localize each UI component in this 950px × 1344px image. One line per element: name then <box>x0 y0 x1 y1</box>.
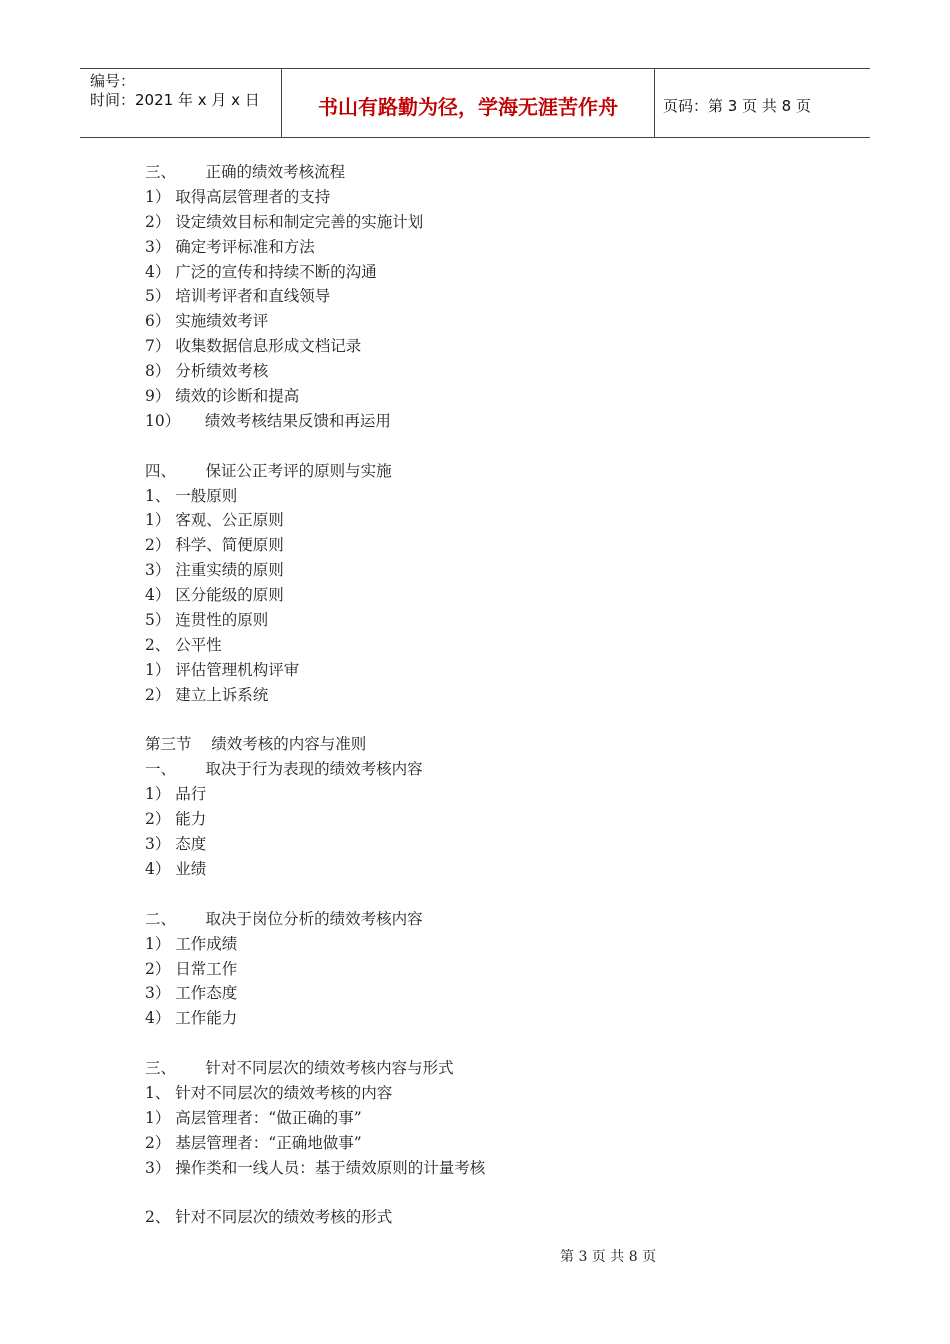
text-line: 3） 工作态度 <box>145 984 238 1003</box>
header-page-number: 页码：第 3 页 共 8 页 <box>663 96 811 115</box>
page-header <box>80 68 870 138</box>
text-line: 2、 公平性 <box>145 635 222 654</box>
document-date-label: 时间：2021 年 x 月 x 日 <box>90 91 260 109</box>
text-line: 1） 评估管理机构评审 <box>145 660 300 679</box>
text-line: 2） 能力 <box>145 810 207 829</box>
text-line: 10） 绩效考核结果反馈和再运用 <box>145 411 391 430</box>
text-line: 1） 品行 <box>145 785 207 804</box>
text-line: 二、 取决于岗位分析的绩效考核内容 <box>145 909 423 928</box>
text-line: 4） 业绩 <box>145 859 207 878</box>
blank-line <box>145 1031 845 1056</box>
text-line: 4） 工作能力 <box>145 1009 238 1028</box>
blank-line <box>145 708 845 733</box>
text-line: 6） 实施绩效考评 <box>145 312 269 331</box>
text-line: 1、 一般原则 <box>145 486 238 505</box>
text-line: 3） 态度 <box>145 835 207 854</box>
text-line: 8） 分析绩效考核 <box>145 362 269 381</box>
header-motto: 书山有路勤为径，学海无涯苦作舟 <box>282 69 655 137</box>
text-line: 1） 取得高层管理者的支持 <box>145 187 331 206</box>
blank-line <box>145 882 845 907</box>
text-line: 1） 客观、公正原则 <box>145 511 284 530</box>
text-line: 9） 绩效的诊断和提高 <box>145 387 300 406</box>
text-line: 三、 针对不同层次的绩效考核内容与形式 <box>145 1059 454 1078</box>
text-line: 7） 收集数据信息形成文档记录 <box>145 337 362 356</box>
text-line: 2、 针对不同层次的绩效考核的形式 <box>145 1208 393 1227</box>
text-line: 5） 培训考评者和直线领导 <box>145 287 331 306</box>
text-line: 第三节 绩效考核的内容与准则 <box>145 735 367 754</box>
text-line: 1、 针对不同层次的绩效考核的内容 <box>145 1083 393 1102</box>
text-line: 1） 工作成绩 <box>145 934 238 953</box>
blank-line <box>145 1181 845 1206</box>
text-line: 2） 科学、简便原则 <box>145 536 284 555</box>
text-line: 1） 高层管理者：“做正确的事” <box>145 1108 362 1127</box>
text-line: 2） 日常工作 <box>145 959 238 978</box>
text-line: 3） 确定考评标准和方法 <box>145 237 315 256</box>
text-line: 4） 广泛的宣传和持续不断的沟通 <box>145 262 377 281</box>
text-line: 2） 基层管理者：“正确地做事” <box>145 1133 362 1152</box>
document-number-label: 编号： <box>90 72 136 90</box>
text-line: 4） 区分能级的原则 <box>145 586 284 605</box>
document-body <box>145 160 845 1230</box>
text-line: 2） 建立上诉系统 <box>145 685 269 704</box>
text-line: 3） 操作类和一线人员：基于绩效原则的计量考核 <box>145 1158 486 1177</box>
blank-line <box>145 434 845 459</box>
text-line: 2） 设定绩效目标和制定完善的实施计划 <box>145 212 424 231</box>
text-line: 一、 取决于行为表现的绩效考核内容 <box>145 760 423 779</box>
text-line: 四、 保证公正考评的原则与实施 <box>145 461 392 480</box>
text-line: 5） 连贯性的原则 <box>145 611 269 630</box>
header-meta <box>80 69 282 137</box>
page-footer: 第 3 页 共 8 页 <box>560 1249 657 1265</box>
text-line: 三、 正确的绩效考核流程 <box>145 163 346 181</box>
text-line: 3） 注重实绩的原则 <box>145 561 284 580</box>
